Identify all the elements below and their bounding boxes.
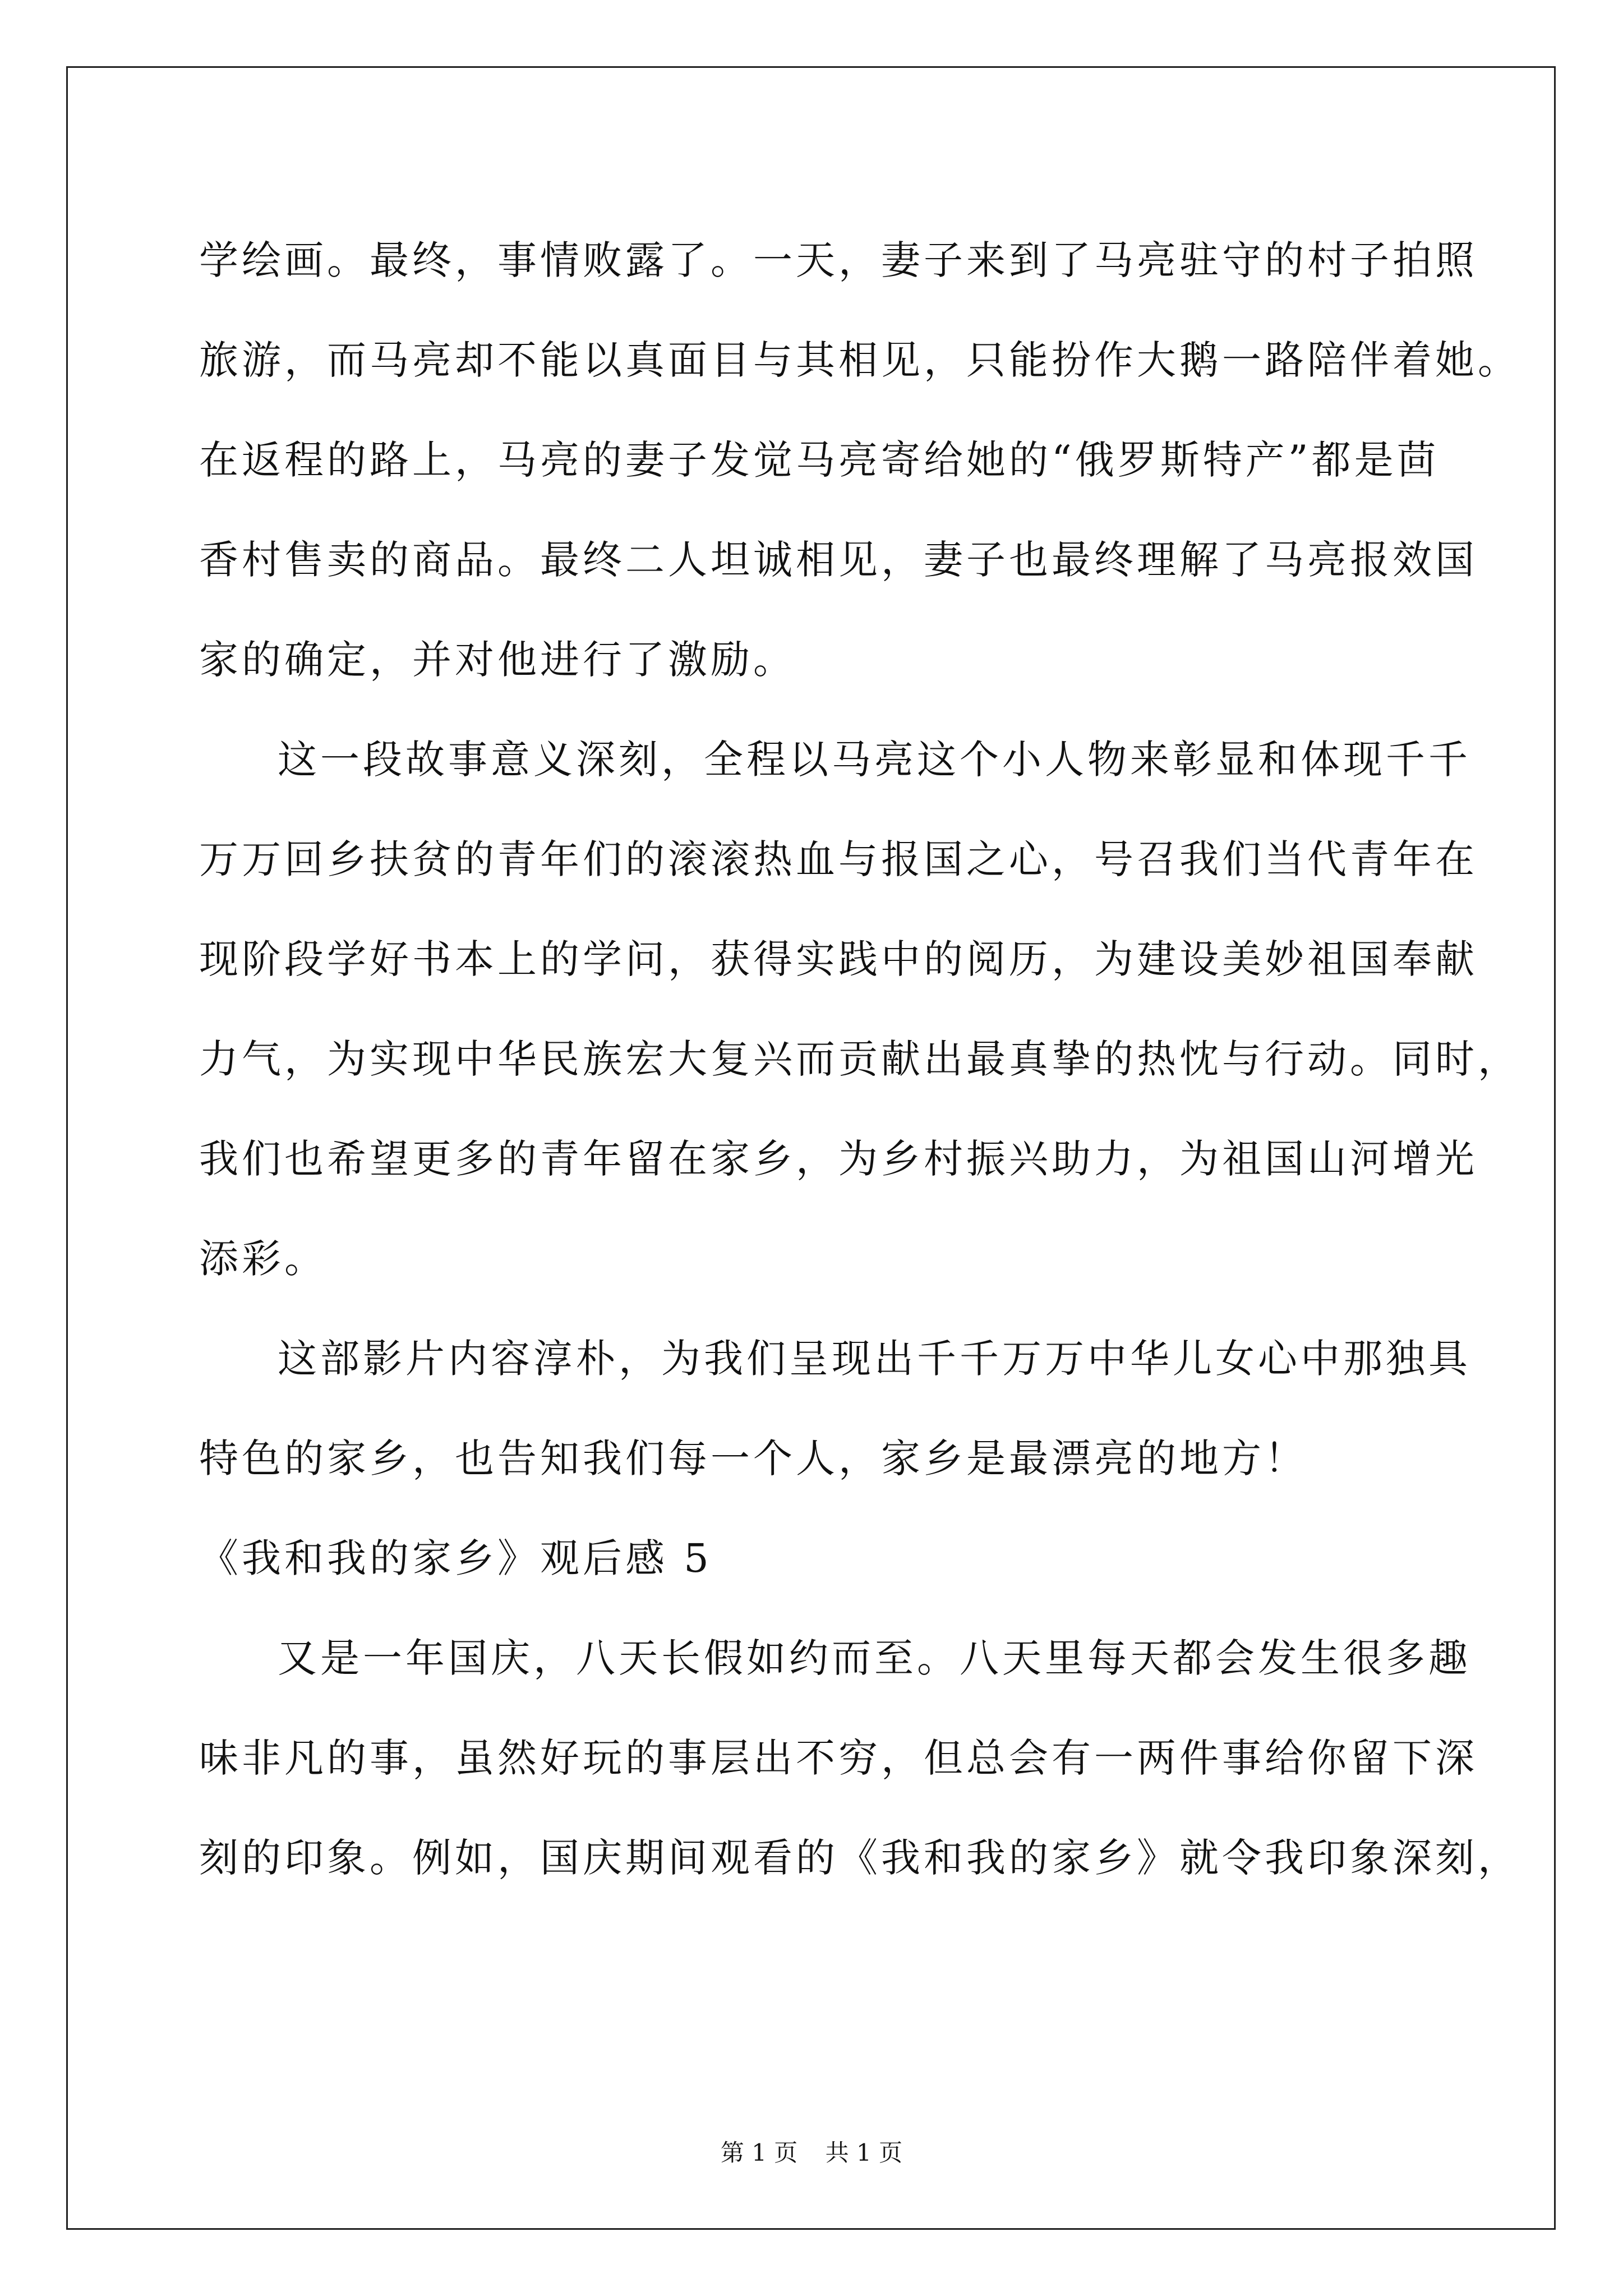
paragraph-line: 家的确定，并对他进行了激励。 xyxy=(199,637,796,683)
section-heading: 《我和我的家乡》观后感 5 xyxy=(199,1535,712,1581)
page-total: 共 1 页 xyxy=(825,2139,903,2166)
page-footer xyxy=(0,2134,1623,2168)
paragraph-line: 味非凡的事，虽然好玩的事层出不穷，但总会有一两件事给你留下深 xyxy=(199,1735,1478,1781)
paragraph-line: 特色的家乡，也告知我们每一个人，家乡是最漂亮的地方！ xyxy=(199,1435,1307,1481)
paragraph-line: 添彩。 xyxy=(199,1236,327,1282)
page-number: 第 1 页 xyxy=(720,2139,798,2166)
paragraph-line: 在返程的路上，马亮的妻子发觉马亮寄给她的“俄罗斯特产”都是茴 xyxy=(199,437,1440,483)
paragraph-line: 我们也希望更多的青年留在家乡，为乡村振兴助力，为祖国山河增光 xyxy=(199,1136,1478,1182)
paragraph-line: 学绘画。最终，事情败露了。一天，妻子来到了马亮驻守的村子拍照 xyxy=(199,237,1478,283)
paragraph-line: 万万回乡扶贫的青年们的滚滚热血与报国之心，号召我们当代青年在 xyxy=(199,836,1478,882)
paragraph-line: 力气，为实现中华民族宏大复兴而贡献出最真挚的热忱与行动。同时， xyxy=(199,1036,1520,1082)
paragraph-line: 这部影片内容淳朴，为我们呈现出千千万万中华儿女心中那独具 xyxy=(278,1336,1471,1382)
paragraph-line: 这一段故事意义深刻，全程以马亮这个小人物来彰显和体现千千 xyxy=(278,737,1471,783)
paragraph-line: 香村售卖的商品。最终二人坦诚相见，妻子也最终理解了马亮报效国 xyxy=(199,537,1478,583)
paragraph-line: 现阶段学好书本上的学问，获得实践中的阅历，为建设美妙祖国奉献 xyxy=(199,936,1478,982)
paragraph-line: 旅游，而马亮却不能以真面目与其相见，只能扮作大鹅一路陪伴着她。 xyxy=(199,337,1520,383)
paragraph-line: 刻的印象。例如，国庆期间观看的《我和我的家乡》就令我印象深刻， xyxy=(199,1835,1520,1881)
document-body xyxy=(199,210,1520,1908)
paragraph-line: 又是一年国庆，八天长假如约而至。八天里每天都会发生很多趣 xyxy=(278,1635,1471,1681)
